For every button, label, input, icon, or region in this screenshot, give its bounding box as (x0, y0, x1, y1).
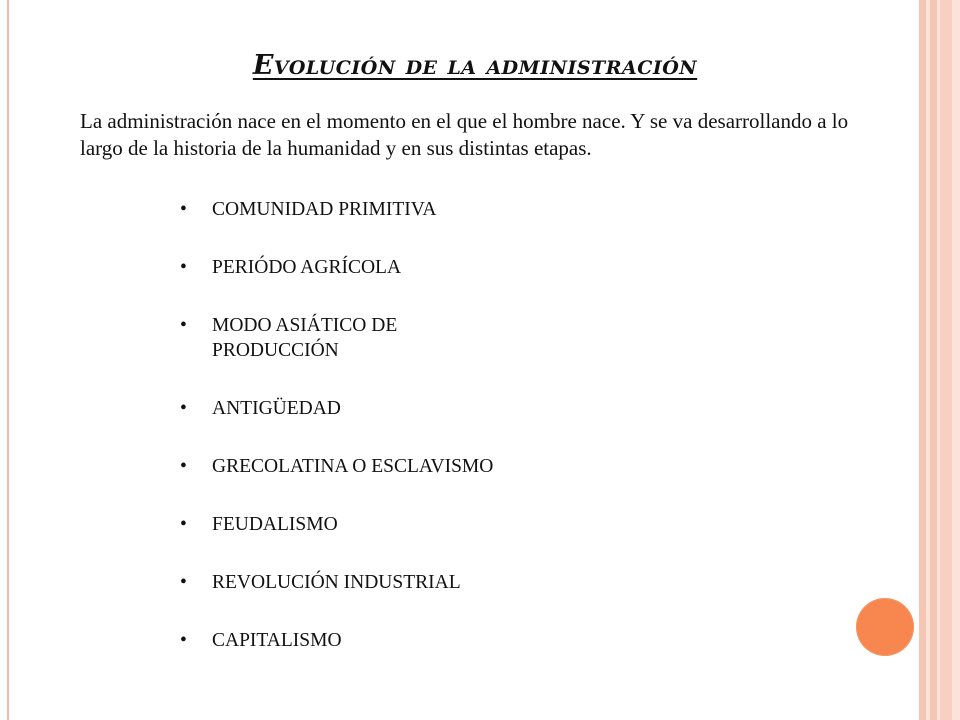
list-item-label: PERIÓDO AGRÍCOLA (212, 257, 402, 278)
list-item (180, 454, 692, 479)
left-border-line (7, 0, 9, 720)
bullet-icon: • (180, 398, 187, 419)
list-item-label: CAPITALISMO (212, 630, 342, 651)
bullet-icon: • (180, 315, 187, 336)
list-item-label: MODO ASIÁTICO DE PRODUCCIÓN (212, 315, 398, 361)
list-item-label: FEUDALISMO (212, 514, 338, 535)
list-item-label: ANTIGÜEDAD (212, 398, 341, 419)
list-item (180, 570, 692, 595)
bullet-icon: • (180, 514, 187, 535)
list-item (180, 313, 502, 363)
intro-paragraph: La administración nace en el momento en el que el hombre nace. Y se va desarrollando a lo largo de la historia de la humanidad y en sus distintas etapas. (80, 109, 849, 160)
slide-title-heading (0, 44, 950, 82)
bullet-list (180, 197, 740, 653)
list-item-label: GRECOLATINA O ESCLAVISMO (212, 456, 494, 477)
right-stripe (919, 0, 926, 720)
list-item (180, 512, 692, 537)
bullet-icon: • (180, 456, 187, 477)
bullet-icon: • (180, 630, 187, 651)
list-item (180, 197, 502, 222)
list-item (180, 628, 692, 653)
right-stripe (940, 0, 952, 720)
bullet-icon: • (180, 572, 187, 593)
bullet-icon: • (180, 199, 187, 220)
list-item (180, 396, 692, 421)
list-item (180, 255, 502, 280)
list-item-label: COMUNIDAD PRIMITIVA (212, 199, 437, 220)
list-item-label: REVOLUCIÓN INDUSTRIAL (212, 572, 461, 593)
slide-title: Evolución de la administración (252, 50, 698, 81)
bullet-icon: • (180, 257, 187, 278)
right-stripe (930, 0, 937, 720)
right-stripe (952, 0, 960, 720)
decorative-circle (856, 598, 914, 656)
